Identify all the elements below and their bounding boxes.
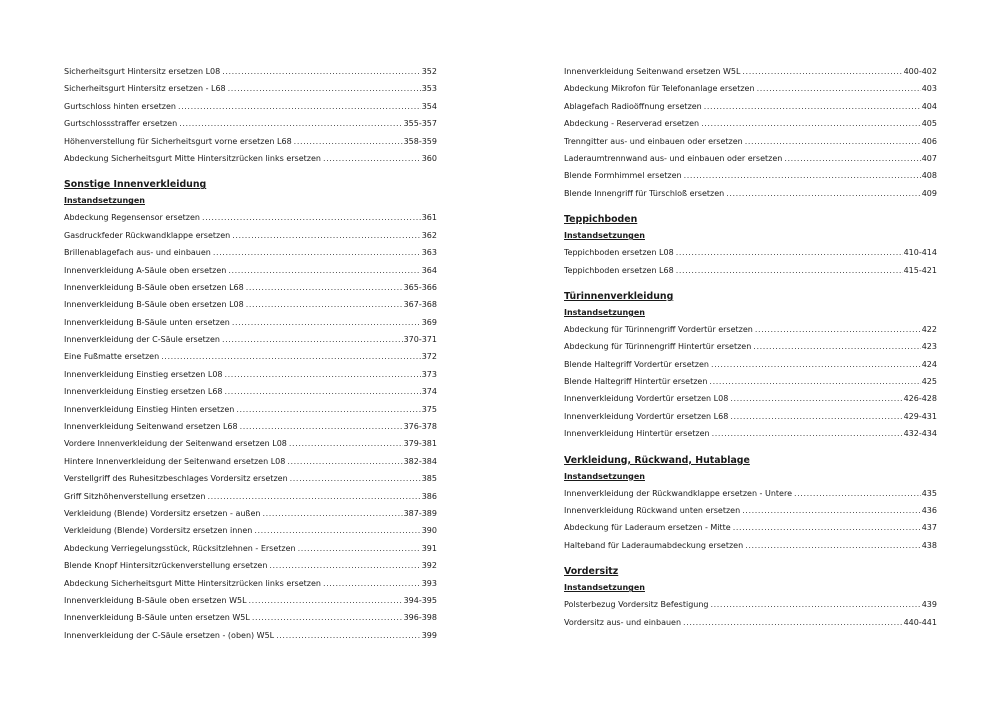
section-subheading: Instandsetzungen — [64, 196, 145, 206]
toc-entry-page-number: 365-366 — [403, 282, 437, 292]
toc-entry[interactable] — [64, 150, 437, 167]
dot-leader — [225, 383, 421, 400]
toc-section-verkleidung-rueckwand-hutablage — [564, 452, 937, 555]
toc-entry-page-number: 437 — [921, 523, 937, 533]
toc-entry-page-number: 376-378 — [403, 422, 437, 432]
toc-entry[interactable] — [564, 614, 937, 631]
toc-entry-page-number: 415-421 — [903, 265, 937, 275]
toc-entry-title: Abdeckung Sicherheitsgurt Mitte Hintersitzrücken links ersetzen — [64, 578, 321, 588]
toc-entry-page-number: 404 — [921, 101, 937, 111]
dot-leader — [249, 592, 403, 609]
toc-entry[interactable] — [64, 279, 437, 296]
toc-entry-title: Innenverkleidung Einstieg ersetzen L68 — [64, 387, 223, 397]
toc-entry[interactable] — [64, 488, 437, 505]
dot-leader — [730, 408, 902, 425]
dot-leader — [225, 366, 421, 383]
toc-entry[interactable] — [564, 596, 937, 613]
section-heading: Verkleidung, Rückwand, Hutablage — [564, 454, 750, 466]
toc-entry-title: Abdeckung Sicherheitsgurt Mitte Hintersitzrücken links ersetzen — [64, 153, 321, 163]
toc-entry-title: Innenverkleidung Seitenwand ersetzen W5L — [564, 67, 741, 76]
toc-entry-title: Innenverkleidung B-Säule oben ersetzen W5L — [64, 595, 247, 605]
toc-entry[interactable] — [564, 150, 937, 167]
toc-entry-page-number: 396-398 — [403, 613, 437, 623]
dot-leader — [755, 321, 921, 338]
section-subheading: Instandsetzungen — [564, 307, 645, 317]
toc-entry-title: Gasdruckfeder Rückwandklappe ersetzen — [64, 230, 231, 240]
toc-entry-title: Abdeckung für Türinnengriff Hintertür ersetzen — [564, 342, 752, 352]
toc-entry[interactable] — [564, 390, 937, 407]
toc-entry-title: Innenverkleidung der C-Säule ersetzen - (oben) W5L — [64, 630, 275, 640]
toc-entry[interactable] — [564, 80, 937, 97]
toc-entry-title: Innenverkleidung Vordertür ersetzen L68 — [564, 411, 729, 421]
toc-entry-title: Abdeckung Mikrofon für Telefonanlage ersetzen — [564, 84, 755, 94]
dot-leader — [683, 614, 903, 631]
toc-entry-page-number: 425 — [921, 377, 937, 387]
dot-leader — [704, 98, 921, 115]
dot-leader — [236, 401, 420, 418]
toc-entry-page-number: 387-389 — [403, 508, 437, 518]
toc-entry-title: Abdeckung für Türinnengriff Vordertür ersetzen — [564, 324, 753, 334]
toc-entry[interactable] — [64, 522, 437, 539]
toc-entry-title: Blende Innengriff für Türschloß ersetzen — [564, 188, 725, 198]
toc-entry[interactable] — [564, 373, 937, 390]
toc-entry-page-number: 403 — [921, 84, 937, 94]
toc-entry-page-number: 367-368 — [403, 300, 437, 310]
toc-entry-title: Innenverkleidung B-Säule unten ersetzen W5L — [64, 613, 250, 623]
toc-entry[interactable] — [64, 133, 437, 150]
toc-entry[interactable] — [64, 557, 437, 574]
toc-entry[interactable] — [64, 98, 437, 115]
dot-leader — [222, 63, 421, 80]
toc-entry[interactable] — [64, 63, 437, 80]
toc-entry[interactable] — [64, 592, 437, 609]
toc-entry-page-number: 364 — [421, 265, 437, 275]
dot-leader — [178, 98, 421, 115]
toc-entry-page-number: 438 — [921, 540, 937, 550]
dot-leader — [684, 167, 921, 184]
toc-entry-title: Ablagefach Radioöffnung ersetzen — [564, 101, 702, 111]
toc-entry-title: Blende Knopf Hintersitzrückenverstellung ersetzen — [64, 561, 268, 571]
toc-entry-page-number: 360 — [421, 153, 437, 163]
toc-entry-page-number: 352 — [421, 67, 437, 76]
toc-entry-title: Sicherheitsgurt Hintersitz ersetzen L08 — [64, 67, 221, 76]
toc-entry[interactable] — [64, 244, 437, 261]
dot-leader — [676, 244, 903, 261]
toc-entry-page-number: 405 — [921, 119, 937, 129]
toc-entry-page-number: 361 — [421, 213, 437, 223]
toc-entry-title: Abdeckung - Reserverad ersetzen — [564, 119, 700, 129]
dot-leader — [323, 575, 421, 592]
dot-leader — [709, 373, 920, 390]
toc-entry-page-number: 439 — [921, 600, 937, 610]
toc-entry-page-number: 440-441 — [903, 617, 937, 627]
toc-entry-page-number: 435 — [921, 488, 937, 498]
dot-leader — [287, 453, 402, 470]
toc-entry-page-number: 370-371 — [403, 335, 437, 345]
toc-entry-page-number: 390 — [421, 526, 437, 536]
toc-entry-page-number: 399 — [421, 630, 437, 640]
toc-entry-page-number: 394-395 — [403, 595, 437, 605]
dot-leader — [323, 150, 421, 167]
dot-leader — [246, 296, 403, 313]
toc-entry-title: Vordere Innenverkleidung der Seitenwand ersetzen L08 — [64, 439, 287, 449]
dot-leader — [290, 470, 421, 487]
toc-entry[interactable] — [64, 262, 437, 279]
toc-entry-page-number: 375 — [421, 404, 437, 414]
toc-entry[interactable] — [564, 408, 937, 425]
toc-entry[interactable] — [564, 425, 937, 442]
dot-leader — [254, 522, 420, 539]
toc-entry[interactable] — [564, 537, 937, 554]
toc-entry-page-number: 355-357 — [403, 119, 437, 129]
toc-entry-title: Laderaumtrennwand aus- und einbauen oder ersetzen — [564, 153, 783, 163]
toc-entry-group — [64, 63, 437, 167]
toc-entry[interactable] — [64, 609, 437, 626]
toc-entry[interactable] — [64, 575, 437, 592]
toc-entry-title: Innenverkleidung B-Säule oben ersetzen L68 — [64, 282, 244, 292]
toc-entry-page-number: 410-414 — [903, 248, 937, 258]
toc-entry-title: Blende Formhimmel ersetzen — [564, 171, 682, 181]
toc-section-tuerinnenverkleidung — [564, 288, 937, 443]
toc-entry-title: Abdeckung Verriegelungsstück, Rücksitzlehnen - Ersetzen — [64, 543, 296, 553]
dot-leader — [745, 133, 921, 150]
toc-entry-page-number: 386 — [421, 491, 437, 501]
toc-entry-title: Innenverkleidung Seitenwand ersetzen L68 — [64, 422, 238, 432]
toc-entry-page-number: 429-431 — [903, 411, 937, 421]
toc-entry-page-number: 392 — [421, 561, 437, 571]
toc-entry[interactable] — [564, 167, 937, 184]
dot-leader — [294, 133, 403, 150]
toc-entry-page-number: 436 — [921, 506, 937, 516]
dot-leader — [701, 115, 921, 132]
toc-entry-title: Trenngitter aus- und einbauen oder ersetzen — [564, 136, 743, 146]
dot-leader — [222, 331, 403, 348]
dot-leader — [676, 262, 903, 279]
dot-leader — [753, 338, 920, 355]
toc-entry-title: Halteband für Laderaumabdeckung ersetzen — [564, 540, 744, 550]
dot-leader — [179, 115, 402, 132]
toc-entry-group — [564, 63, 937, 202]
section-heading: Teppichboden — [564, 214, 638, 226]
toc-entry-title: Eine Fußmatte ersetzen — [64, 352, 160, 362]
toc-entry[interactable] — [564, 185, 937, 202]
toc-entry[interactable] — [64, 418, 437, 435]
dot-leader — [202, 209, 421, 226]
toc-entry[interactable] — [64, 401, 437, 418]
dot-leader — [711, 356, 921, 373]
toc-section-teppichboden — [564, 211, 937, 279]
toc-section-sonstige-innenverkleidung — [64, 176, 437, 644]
toc-entry-page-number: 358-359 — [403, 136, 437, 146]
dot-leader — [262, 505, 402, 522]
toc-entry[interactable] — [564, 63, 937, 80]
toc-entry-title: Innenverkleidung B-Säule unten ersetzen — [64, 317, 230, 327]
toc-entry-page-number: 385 — [421, 474, 437, 484]
toc-entry[interactable] — [564, 356, 937, 373]
toc-entry[interactable] — [564, 321, 937, 338]
dot-leader — [240, 418, 403, 435]
toc-entry-page-number: 363 — [421, 248, 437, 258]
dot-leader — [733, 519, 921, 536]
toc-entry[interactable] — [64, 383, 437, 400]
toc-entry[interactable] — [64, 227, 437, 244]
dot-leader — [711, 596, 921, 613]
section-subheading: Instandsetzungen — [564, 583, 645, 593]
toc-entry[interactable] — [64, 366, 437, 383]
toc-entry-page-number: 372 — [421, 352, 437, 362]
dot-leader — [161, 348, 421, 365]
dot-leader — [228, 262, 420, 279]
toc-entry-page-number: 407 — [921, 153, 937, 163]
toc-entry-page-number: 382-384 — [403, 456, 437, 466]
toc-entry[interactable] — [64, 348, 437, 365]
toc-entry[interactable] — [64, 453, 437, 470]
toc-entry-page-number: 362 — [421, 230, 437, 240]
toc-entry-title: Innenverkleidung Einstieg Hinten ersetzen — [64, 404, 235, 414]
toc-entry[interactable] — [64, 540, 437, 557]
toc-entry-page-number: 369 — [421, 317, 437, 327]
toc-entry-page-number: 400-402 — [903, 67, 937, 76]
toc-entry-title: Polsterbezug Vordersitz Befestigung — [564, 600, 709, 610]
toc-entry-title: Brillenablagefach aus- und einbauen — [64, 248, 211, 258]
dot-leader — [794, 485, 921, 502]
dot-leader — [742, 63, 902, 80]
toc-entry-title: Vordersitz aus- und einbauen — [564, 617, 682, 627]
toc-entry-page-number: 409 — [921, 188, 937, 198]
toc-column-right — [564, 63, 937, 631]
toc-entry-title: Innenverkleidung A-Säule oben ersetzen — [64, 265, 227, 275]
toc-entry-title: Höhenverstellung für Sicherheitsgurt vorne ersetzen L68 — [64, 136, 292, 146]
toc-entry[interactable] — [64, 296, 437, 313]
toc-entry[interactable] — [64, 314, 437, 331]
dot-leader — [757, 80, 921, 97]
toc-entry-title: Blende Haltegriff Vordertür ersetzen — [564, 359, 709, 369]
section-heading: Sonstige Innenverkleidung — [64, 179, 207, 191]
toc-entry-title: Teppichboden ersetzen L08 — [564, 248, 674, 258]
toc-entry[interactable] — [564, 244, 937, 261]
section-subheading: Instandsetzungen — [564, 471, 645, 481]
toc-entry-page-number: 373 — [421, 369, 437, 379]
toc-entry-page-number: 424 — [921, 359, 937, 369]
toc-entry-title: Sicherheitsgurt Hintersitz ersetzen - L68 — [64, 84, 226, 94]
toc-entry-title: Gurtschloss hinten ersetzen — [64, 101, 176, 111]
dot-leader — [289, 435, 403, 452]
toc-entry-title: Verkleidung (Blende) Vordersitz ersetzen innen — [64, 526, 253, 536]
toc-entry-page-number: 432-434 — [903, 429, 937, 439]
toc-entry-title: Hintere Innenverkleidung der Seitenwand ersetzen L08 — [64, 456, 286, 466]
section-heading: Türinnenverkleidung — [564, 290, 674, 302]
toc-column-left — [64, 63, 437, 644]
toc-entry-page-number: 354 — [421, 101, 437, 111]
toc-entry-title: Innenverkleidung B-Säule oben ersetzen L08 — [64, 300, 244, 310]
dot-leader — [742, 502, 921, 519]
toc-entry-page-number: 393 — [421, 578, 437, 588]
toc-entry-page-number: 374 — [421, 387, 437, 397]
dot-leader — [712, 425, 903, 442]
toc-entry[interactable] — [64, 115, 437, 132]
toc-section-vordersitz — [564, 563, 937, 631]
toc-entry-page-number: 422 — [921, 324, 937, 334]
toc-entry-title: Gurtschlossstraffer ersetzen — [64, 119, 178, 129]
toc-entry-page-number: 408 — [921, 171, 937, 181]
toc-entry-title: Innenverkleidung der C-Säule ersetzen — [64, 335, 220, 345]
toc-entry[interactable] — [64, 331, 437, 348]
toc-entry[interactable] — [564, 502, 937, 519]
toc-entry-title: Innenverkleidung der Rückwandklappe ersetzen - Untere — [564, 488, 793, 498]
dot-leader — [207, 488, 420, 505]
toc-entry-page-number: 426-428 — [903, 394, 937, 404]
toc-entry[interactable] — [564, 98, 937, 115]
dot-leader — [276, 627, 421, 644]
dot-leader — [726, 185, 921, 202]
dot-leader — [246, 279, 403, 296]
dot-leader — [745, 537, 921, 554]
dot-leader — [269, 557, 420, 574]
toc-entry-page-number: 391 — [421, 543, 437, 553]
dot-leader — [252, 609, 403, 626]
toc-entry-title: Innenverkleidung Hintertür ersetzen — [564, 429, 710, 439]
toc-entry[interactable] — [564, 338, 937, 355]
toc-entry-page-number: 423 — [921, 342, 937, 352]
section-heading: Vordersitz — [564, 566, 619, 578]
dot-leader — [784, 150, 920, 167]
toc-entry-title: Griff Sitzhöhenverstellung ersetzen — [64, 491, 206, 501]
toc-entry-title: Innenverkleidung Vordertür ersetzen L08 — [564, 394, 729, 404]
toc-entry-title: Abdeckung für Laderaum ersetzen - Mitte — [564, 523, 731, 533]
toc-entry[interactable] — [64, 80, 437, 97]
section-subheading: Instandsetzungen — [564, 231, 645, 241]
toc-entry[interactable] — [64, 505, 437, 522]
dot-leader — [213, 244, 421, 261]
toc-entry-page-number: 379-381 — [403, 439, 437, 449]
toc-entry[interactable] — [564, 133, 937, 150]
dot-leader — [228, 80, 421, 97]
toc-entry[interactable] — [64, 470, 437, 487]
toc-entry[interactable] — [564, 262, 937, 279]
dot-leader — [232, 314, 421, 331]
toc-entry[interactable] — [564, 519, 937, 536]
toc-entry-title: Abdeckung Regensensor ersetzen — [64, 213, 200, 223]
dot-leader — [232, 227, 421, 244]
toc-entry-page-number: 406 — [921, 136, 937, 146]
toc-entry[interactable] — [64, 627, 437, 644]
toc-entry-title: Innenverkleidung Einstieg ersetzen L08 — [64, 369, 223, 379]
toc-entry[interactable] — [564, 485, 937, 502]
toc-entry-page-number: 353 — [421, 84, 437, 94]
toc-entry-title: Blende Haltegriff Hintertür ersetzen — [564, 377, 708, 387]
toc-entry[interactable] — [64, 435, 437, 452]
toc-entry-title: Innenverkleidung Rückwand unten ersetzen — [564, 506, 741, 516]
toc-entry-title: Verstellgriff des Ruhesitzbeschlages Vordersitz ersetzen — [64, 474, 288, 484]
toc-entry-title: Verkleidung (Blende) Vordersitz ersetzen - außen — [64, 508, 261, 518]
dot-leader — [730, 390, 902, 407]
toc-entry[interactable] — [564, 115, 937, 132]
toc-entry[interactable] — [64, 209, 437, 226]
dot-leader — [298, 540, 421, 557]
toc-entry-title: Teppichboden ersetzen L68 — [564, 265, 674, 275]
